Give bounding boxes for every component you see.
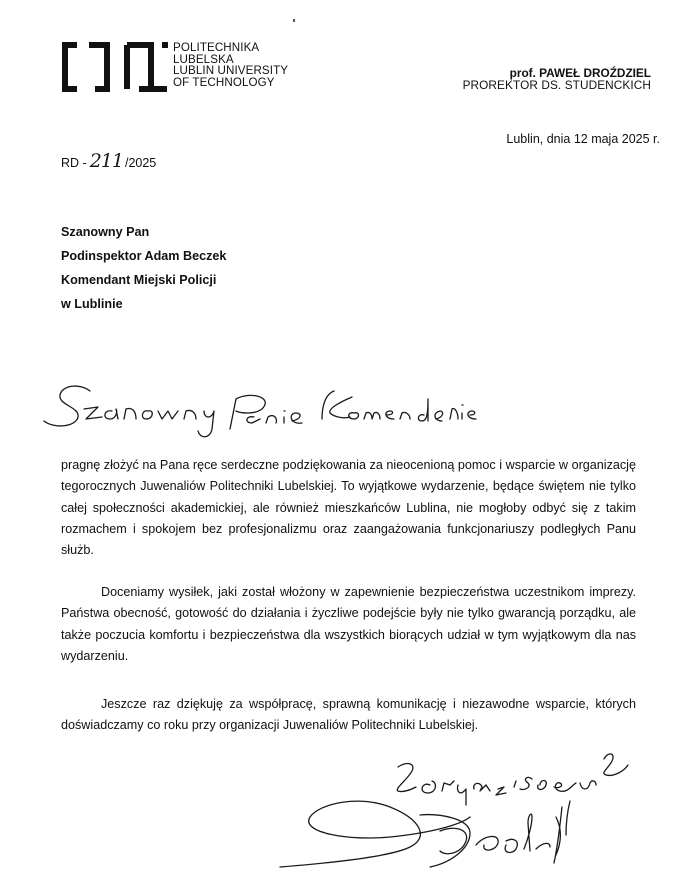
logo-line: OF TECHNOLOGY [173,75,275,89]
reference-handwritten-number: 211 [89,150,123,172]
recipient-line: w Lublinie [61,297,123,311]
university-logo-icon [61,39,171,95]
recipient-line: Szanowny Pan [61,225,150,239]
recipient-line: Podinspektor Adam Beczek [61,249,227,263]
logo-line: LUBLIN UNIVERSITY [173,64,289,77]
signer-block [463,67,651,91]
signer-surname: DROŹDZIEL [583,66,651,80]
scan-speck [293,19,295,22]
reference-prefix: RD - [61,156,87,170]
handwritten-closing-and-signature [270,745,650,872]
signer-name-prefix: prof. PAWEŁ [509,66,584,80]
logo-line: POLITECHNIKA [173,41,260,54]
university-name [173,42,288,88]
reference-number [61,152,156,170]
body-paragraph: pragnę złożyć na Pana ręce serdeczne podziękowania za nieocenioną pomoc i wsparcie w organizację tegorocznych Juwenaliów Politechniki Lubelskiej. To wyjątkowe wydarzenie, będące świętem nie tylko całej społeczności akademickiej, ale również mieszkańców Lublina, nie mogłoby odbyć się z takim rozmachem i spokojem bez profesjonalizmu oraz zaangażowania funkcjonariuszy podległych Panu służb. [61,458,636,558]
reference-suffix: /2025 [124,156,157,170]
body-paragraph: Doceniamy wysiłek, jaki został włożony w zapewnienie bezpieczeństwa uczestnikom imprezy. Państwa obecność, gotowość do działania i życzliwe podejście były nie tylko gwarancją porządku, ale także poczucia komfortu i bezpieczeństwa dla wszystkich biorących udział w tym wyjątkowym dla nas wydarzeniu. [61,585,636,663]
date-line: Lublin, dnia 12 maja 2025 r. [506,132,660,146]
body-paragraph: Jeszcze raz dziękuję za współpracę, sprawną komunikację i niezawodne wsparcie, których doświadczamy co roku przy organizacji Juwenaliów Politechniki Lubelskiej. [61,697,636,733]
logo-line: LUBELSKA [173,52,234,66]
handwritten-salutation [40,373,480,445]
recipient-line: Komendant Miejski Policji [61,273,217,287]
recipient-address [61,220,226,316]
signer-role: PROREKTOR DS. STUDENCKICH [462,78,651,92]
